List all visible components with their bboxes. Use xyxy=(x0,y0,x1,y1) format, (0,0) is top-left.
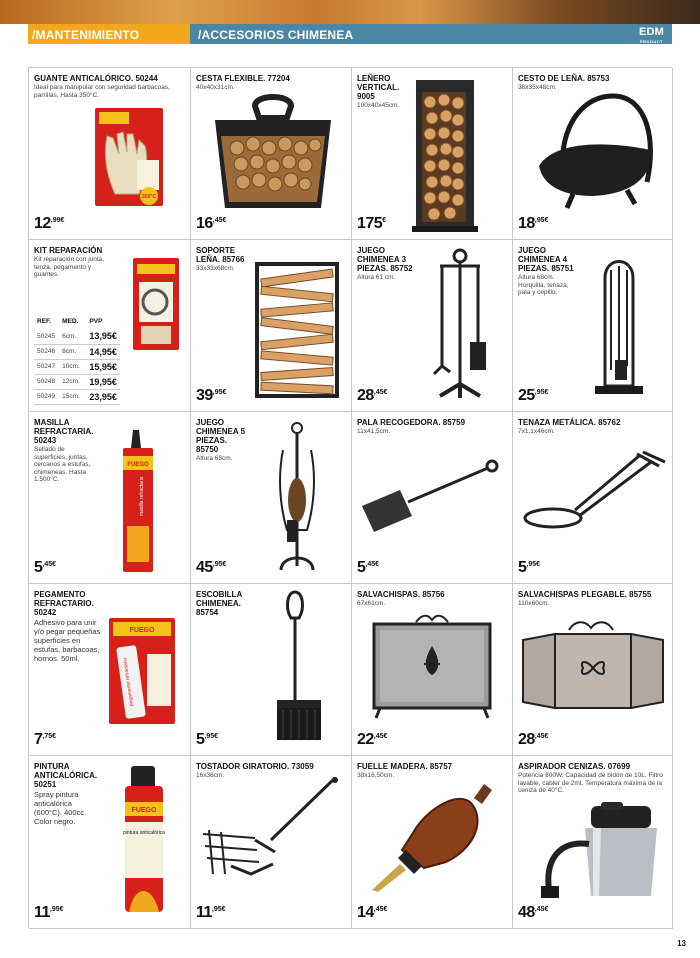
product-desc: Altura 68cm. Horquilla, tenaza, pala y cepillo. xyxy=(518,274,569,296)
price-dec: ,99€ xyxy=(50,217,65,224)
product-name: JUEGO CHIMENEA 3 PIEZAS. 85752 xyxy=(357,246,413,273)
price-dec: ,95€ xyxy=(211,906,226,913)
product-card xyxy=(29,240,191,412)
product-name: MASILLA REFRACTARIA. 50243 xyxy=(34,418,94,445)
product-desc: 40x40x31cm. xyxy=(196,84,235,91)
product-title xyxy=(357,74,419,110)
product-card xyxy=(352,240,513,412)
product-title xyxy=(196,418,248,463)
product-price xyxy=(34,731,56,749)
product-price xyxy=(196,387,226,405)
product-card xyxy=(352,412,513,584)
glove-temp-label: 350°C xyxy=(142,194,156,200)
product-card xyxy=(29,584,191,756)
dustpan-shovel-image xyxy=(358,454,506,534)
price-int: 5 xyxy=(196,731,205,748)
product-card xyxy=(191,412,352,584)
product-price xyxy=(518,731,548,749)
product-desc: Adhesivo para unir y/o pegar pequeñas superficies en estufas, barbacoas, hornos. 50ml. xyxy=(34,618,101,663)
fireplace-set-3-image xyxy=(420,246,500,402)
product-desc: Altura 68cm. xyxy=(196,455,233,462)
product-card xyxy=(191,240,352,412)
product-card xyxy=(191,584,352,756)
log-stand-image xyxy=(253,260,341,402)
price-dec: ,95€ xyxy=(204,733,219,740)
price-dec: ,95€ xyxy=(526,561,541,568)
fuego-label: FUEGO xyxy=(127,462,149,468)
product-card xyxy=(513,240,673,412)
product-title xyxy=(196,246,258,273)
table-row xyxy=(34,374,120,389)
price-int: 28 xyxy=(518,731,535,748)
product-desc: Ideal para manipular con seguridad barbacoas, parrillas. Hasta 350°C. xyxy=(34,84,170,99)
table-cell-pvp: 23,95€ xyxy=(86,389,120,404)
price-dec: ,95€ xyxy=(212,561,227,568)
product-name: TENAZA METÁLICA. 85762 xyxy=(518,418,621,427)
table-cell-ref: 50248 xyxy=(34,374,59,389)
product-desc: 7x1,1x46cm. xyxy=(518,428,555,435)
price-int: 11 xyxy=(196,904,212,921)
table-row xyxy=(34,329,120,344)
table-cell-pvp: 13,95€ xyxy=(86,329,120,344)
price-int: 18 xyxy=(518,215,535,232)
table-row xyxy=(34,359,120,374)
product-title xyxy=(357,590,508,608)
product-name: TOSTADOR GIRATORIO. 73059 xyxy=(196,762,314,771)
price-dec: ,45€ xyxy=(534,733,549,740)
table-cell-med: 12cm. xyxy=(59,374,86,389)
price-int: 12 xyxy=(34,215,51,232)
table-row xyxy=(34,344,120,359)
price-int: 14 xyxy=(357,904,374,921)
table-cell-med: 6cm. xyxy=(59,329,86,344)
product-desc: Spray pintura anticalórica (600°C). 400cc. Color negro. xyxy=(34,790,87,826)
product-card xyxy=(29,756,191,929)
section-title-label: /ACCESORIOS CHIMENEA xyxy=(198,28,354,42)
product-price xyxy=(357,904,387,922)
price-dec: ,75€ xyxy=(42,733,57,740)
wooden-bellows-image xyxy=(366,778,496,894)
product-card xyxy=(513,584,673,756)
metal-tongs-image xyxy=(519,444,667,534)
product-name: SALVACHISPAS. 85756 xyxy=(357,590,445,599)
brand-name: EDM xyxy=(638,26,664,38)
product-title xyxy=(34,246,106,279)
price-int: 28 xyxy=(357,387,374,404)
price-dec: ,45€ xyxy=(365,561,380,568)
adhesive-package-image xyxy=(107,616,177,726)
price-dec: ,45€ xyxy=(373,733,388,740)
price-dec: ,95€ xyxy=(212,389,227,396)
product-desc: Altura 61 cm. xyxy=(357,274,396,281)
table-cell-ref: 50245 xyxy=(34,329,59,344)
product-price xyxy=(357,731,387,749)
price-int: 5 xyxy=(34,559,43,576)
product-card xyxy=(29,68,191,240)
product-name: LEÑERO VERTICAL. 9005 xyxy=(357,74,400,101)
table-header: REF. xyxy=(37,318,52,325)
table-cell-med: 15cm. xyxy=(59,389,86,404)
glove-package-image xyxy=(93,106,165,208)
product-name: GUANTE ANTICALÓRICO. 50244 xyxy=(34,74,158,83)
price-int: 22 xyxy=(357,731,374,748)
product-grid xyxy=(28,67,672,928)
product-desc: 38x35x48cm. xyxy=(518,84,557,91)
product-name: FUELLE MADERA. 85757 xyxy=(357,762,453,771)
table-cell-med: 10cm. xyxy=(59,359,86,374)
folding-spark-screen-image xyxy=(519,618,667,718)
price-int: 48 xyxy=(518,904,535,921)
product-desc: Sellado de superficies, juntas, cercanos a estufas, chimeneas. Hasta 1.500°C. xyxy=(34,446,91,483)
pegamento-label: pegamento refractario xyxy=(122,657,135,707)
price-dec: ,45€ xyxy=(534,906,549,913)
spray-paint-can-image xyxy=(117,762,173,918)
section-title-mantenimiento: /MANTENIMIENTO xyxy=(28,24,190,44)
fireplace-brush-image xyxy=(271,588,327,746)
table-header-row xyxy=(34,318,120,329)
product-price xyxy=(357,559,379,577)
product-name: ASPIRADOR CENIZAS. 07699 xyxy=(518,762,631,771)
product-price xyxy=(357,387,387,405)
kit-price-table xyxy=(34,318,120,405)
product-desc: 38x16,50cm. xyxy=(357,772,395,779)
product-title xyxy=(196,590,252,618)
product-name: JUEGO CHIMENEA 5 PIEZAS. 85750 xyxy=(196,418,246,454)
product-card xyxy=(513,412,673,584)
product-price xyxy=(518,215,548,233)
spark-screen-image xyxy=(366,614,498,722)
product-title xyxy=(518,418,668,436)
product-name: CESTO DE LEÑA. 85753 xyxy=(518,74,610,83)
product-title xyxy=(34,762,100,826)
fuego-label: FUEGO xyxy=(131,807,157,814)
product-desc: 33x33x68cm. xyxy=(196,265,235,272)
fireplace-set-5-image xyxy=(267,420,327,576)
product-desc: 67x61cm. xyxy=(357,600,386,607)
product-title xyxy=(196,74,347,92)
product-card xyxy=(191,756,352,929)
product-card xyxy=(352,756,513,929)
product-name: CESTA FLEXIBLE. 77204 xyxy=(196,74,290,83)
product-price xyxy=(34,904,64,922)
product-name: PALA RECOGEDORA. 85759 xyxy=(357,418,466,427)
product-title xyxy=(357,418,508,436)
product-name: JUEGO CHIMENEA 4 PIEZAS. 85751 xyxy=(518,246,574,273)
page-number: 13 xyxy=(677,939,686,948)
product-price xyxy=(196,904,226,922)
price-dec: ,95€ xyxy=(534,217,549,224)
product-card xyxy=(352,68,513,240)
masilla-label: masilla refractaria xyxy=(139,476,145,516)
vertical-log-holder-image xyxy=(412,76,482,234)
price-int: 175 xyxy=(357,215,383,232)
price-int: 7 xyxy=(34,731,43,748)
table-cell-med: 8cm. xyxy=(59,344,86,359)
product-name: PEGAMENTO REFRACTARIO. 50242 xyxy=(34,590,94,617)
product-title xyxy=(34,74,186,99)
price-int: 5 xyxy=(357,559,366,576)
flexible-basket-image xyxy=(203,90,343,215)
product-card xyxy=(513,68,673,240)
product-desc: 110x60cm. xyxy=(518,600,550,607)
product-price xyxy=(518,904,548,922)
product-price xyxy=(518,387,548,405)
brand-sub: PRODUCT xyxy=(639,39,664,44)
price-int: 39 xyxy=(196,387,213,404)
fuego-label: FUEGO xyxy=(129,627,155,634)
ash-vacuum-image xyxy=(539,800,665,902)
product-name: SALVACHISPAS PLEGABLE. 85755 xyxy=(518,590,652,599)
product-name: KIT REPARACIÓN xyxy=(34,246,103,255)
table-cell-ref: 50246 xyxy=(34,344,59,359)
product-price xyxy=(196,215,226,233)
price-int: 45 xyxy=(196,559,213,576)
price-int: 16 xyxy=(196,215,213,232)
product-desc: 11x41,5cm. xyxy=(357,428,391,435)
product-title xyxy=(357,762,508,780)
fireplace-set-4-image xyxy=(589,248,649,400)
price-dec: ,95€ xyxy=(49,906,64,913)
repair-kit-package-image xyxy=(131,256,181,352)
table-cell-ref: 50247 xyxy=(34,359,59,374)
product-title xyxy=(518,246,576,297)
product-title xyxy=(518,762,668,795)
product-name: ESCOBILLA CHIMENEA. 85754 xyxy=(196,590,242,617)
table-header: MED. xyxy=(62,318,79,325)
price-dec: ,95€ xyxy=(534,389,549,396)
price-int: 25 xyxy=(518,387,535,404)
product-title xyxy=(34,418,96,484)
price-dec: ,45€ xyxy=(42,561,57,568)
product-price xyxy=(357,215,386,233)
product-desc: Potencia 800W. Capacidad de bidón de 10L. Filtro lavable, cabler de 2mt. Temperatura máxima de la ceniza de 40°C. xyxy=(518,772,663,794)
table-row xyxy=(34,389,120,404)
product-price xyxy=(196,731,218,749)
pintura-label: pintura anticalórica xyxy=(123,830,165,836)
table-cell-pvp: 15,95€ xyxy=(86,359,120,374)
product-title xyxy=(357,246,419,282)
product-price xyxy=(34,559,56,577)
price-int: 5 xyxy=(518,559,527,576)
brand-logo xyxy=(639,27,664,47)
rotating-toaster-image xyxy=(195,774,345,894)
product-card xyxy=(29,412,191,584)
product-desc: Kit reparación con junta, tenza, pegamento y guantes. xyxy=(34,256,105,278)
sealant-cartridge-image xyxy=(115,426,165,578)
product-price xyxy=(196,559,226,577)
section-title-accesorios xyxy=(190,24,672,44)
log-basket-image xyxy=(523,86,663,214)
product-price xyxy=(34,215,64,233)
product-desc: 100x40x45cm. xyxy=(357,102,400,109)
price-dec: € xyxy=(382,217,387,224)
price-int: 11 xyxy=(34,904,50,921)
product-card xyxy=(513,756,673,929)
table-cell-pvp: 14,95€ xyxy=(86,344,120,359)
product-card xyxy=(352,584,513,756)
header-photo-banner xyxy=(0,0,700,24)
product-name: SOPORTE LEÑA. 85766 xyxy=(196,246,245,264)
product-card xyxy=(191,68,352,240)
product-name: PINTURA ANTICALÓRICA. 50251 xyxy=(34,762,98,789)
product-title xyxy=(518,590,668,608)
price-dec: ,45€ xyxy=(373,389,388,396)
price-dec: ,45€ xyxy=(212,217,227,224)
product-price xyxy=(518,559,540,577)
product-title xyxy=(34,590,106,663)
table-cell-ref: 50249 xyxy=(34,389,59,404)
table-header: PVP xyxy=(89,318,103,325)
product-desc: 16x36cm. xyxy=(196,772,225,779)
table-cell-pvp: 19,95€ xyxy=(86,374,120,389)
price-dec: ,45€ xyxy=(373,906,388,913)
